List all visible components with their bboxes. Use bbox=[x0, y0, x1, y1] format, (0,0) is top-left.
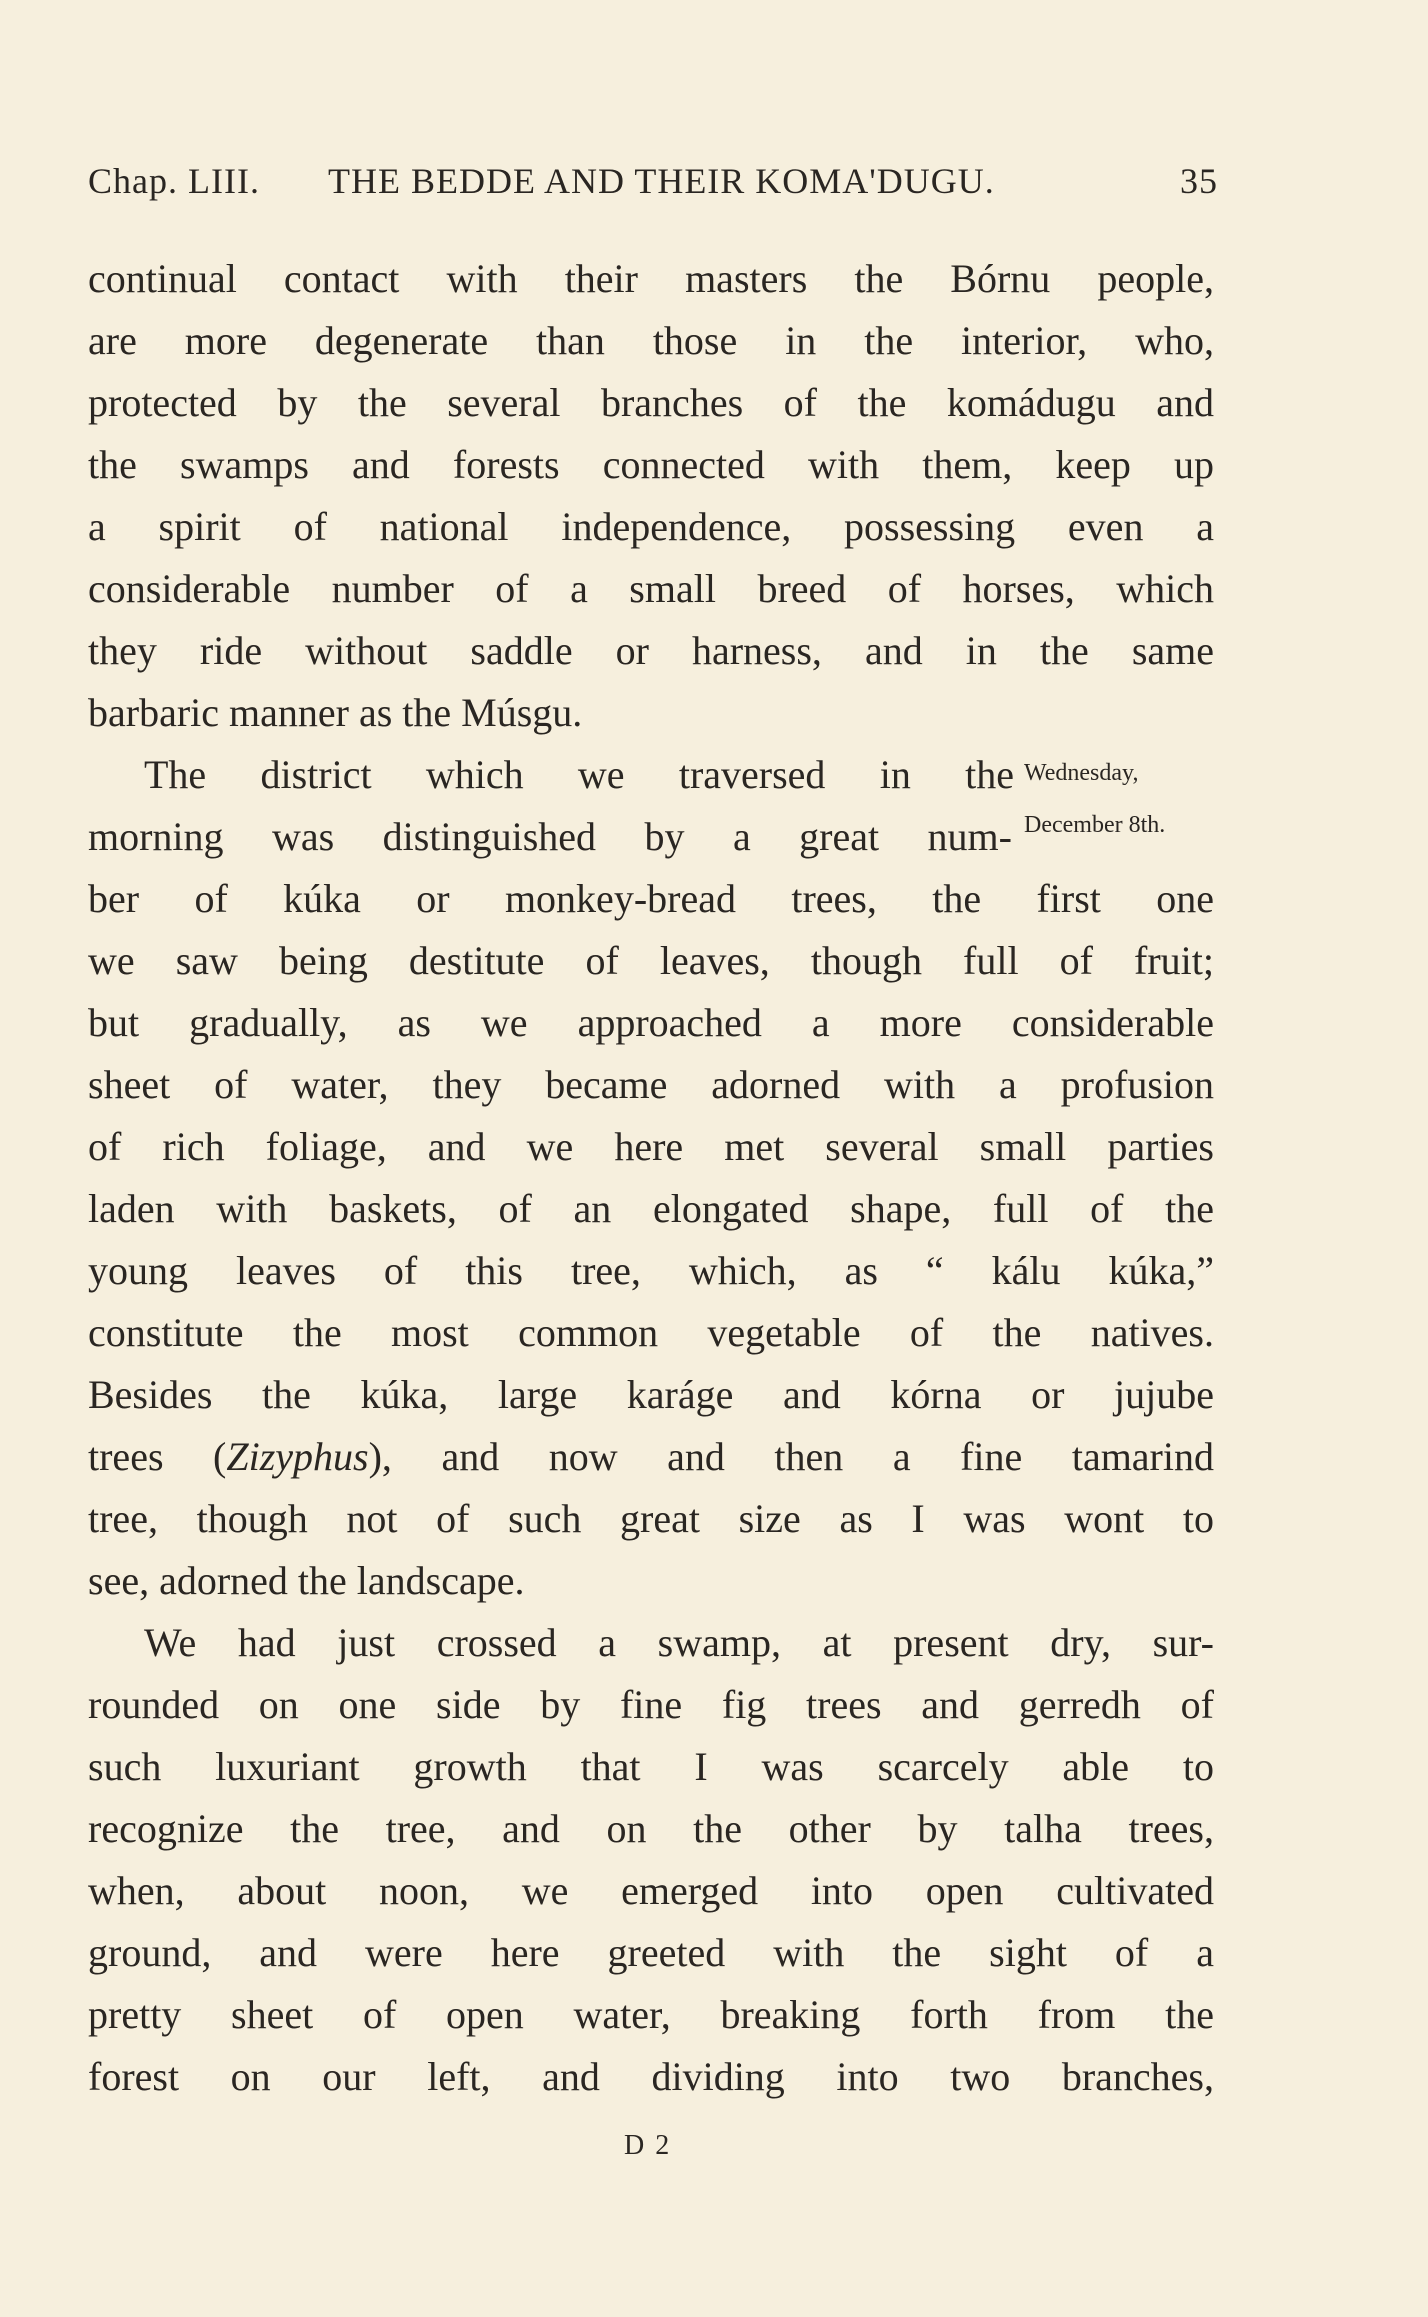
text-line: protected by the several branches of the komádugu and bbox=[88, 380, 1214, 425]
text-line: a spirit of national independence, possessing even a bbox=[88, 504, 1214, 549]
text-line: we saw being destitute of leaves, though full of fruit; bbox=[88, 938, 1214, 983]
running-header bbox=[88, 160, 1218, 204]
text-line: continual contact with their masters the Bórnu people, bbox=[88, 256, 1214, 301]
text-line: morning was distinguished by a great num- bbox=[88, 814, 1012, 859]
text-line: The district which we traversed in the bbox=[144, 752, 1014, 797]
page-number: 35 bbox=[1180, 161, 1218, 201]
text-line: young leaves of this tree, which, as “ kálu kúka,” bbox=[88, 1248, 1214, 1293]
text-line: of rich foliage, and we here met several small parties bbox=[88, 1124, 1214, 1169]
text-line: they ride without saddle or harness, and in the same bbox=[88, 628, 1214, 673]
text-line: ground, and were here greeted with the sight of a bbox=[88, 1930, 1214, 1975]
text-line: ber of kúka or monkey-bread trees, the first one bbox=[88, 876, 1214, 921]
margin-note-day: Wednesday, bbox=[1024, 760, 1139, 786]
running-title: THE BEDDE AND THEIR KOMA'DUGU. bbox=[328, 161, 995, 201]
text-line: but gradually, as we approached a more considerable bbox=[88, 1000, 1214, 1045]
text-line: pretty sheet of open water, breaking forth from the bbox=[88, 1992, 1214, 2037]
text-line: considerable number of a small breed of horses, which bbox=[88, 566, 1214, 611]
text-line: such luxuriant growth that I was scarcely able to bbox=[88, 1744, 1214, 1789]
text-line: forest on our left, and dividing into two branches, bbox=[88, 2054, 1214, 2099]
text-line: recognize the tree, and on the other by talha trees, bbox=[88, 1806, 1214, 1851]
text-line: when, about noon, we emerged into open cultivated bbox=[88, 1868, 1214, 1913]
text-line: see, adorned the landscape. bbox=[88, 1558, 525, 1603]
text-fragment: ), and now and then a fine tamarind bbox=[368, 1434, 1214, 1479]
body-text bbox=[88, 248, 1214, 2108]
italic-term: Zizyphus bbox=[226, 1434, 369, 1479]
text-line: tree, though not of such great size as I was wont to bbox=[88, 1496, 1214, 1541]
text-line: barbaric manner as the Músgu. bbox=[88, 690, 583, 735]
signature-mark: D 2 bbox=[624, 2130, 672, 2161]
text-fragment: trees ( bbox=[88, 1434, 227, 1479]
text-line: constitute the most common vegetable of the natives. bbox=[88, 1310, 1214, 1355]
text-line bbox=[88, 1426, 1214, 1488]
text-line: sheet of water, they became adorned with a profusion bbox=[88, 1062, 1214, 1107]
text-line: rounded on one side by fine fig trees and gerredh of bbox=[88, 1682, 1214, 1727]
text-line: We had just crossed a swamp, at present dry, sur- bbox=[144, 1620, 1214, 1665]
margin-note-date: December 8th. bbox=[1024, 812, 1166, 838]
text-line: laden with baskets, of an elongated shape, full of the bbox=[88, 1186, 1214, 1231]
text-line: are more degenerate than those in the interior, who, bbox=[88, 318, 1214, 363]
chapter-label: Chap. LIII. bbox=[88, 161, 260, 201]
text-line: the swamps and forests connected with them, keep up bbox=[88, 442, 1214, 487]
text-line: Besides the kúka, large karáge and kórna or jujube bbox=[88, 1372, 1214, 1417]
